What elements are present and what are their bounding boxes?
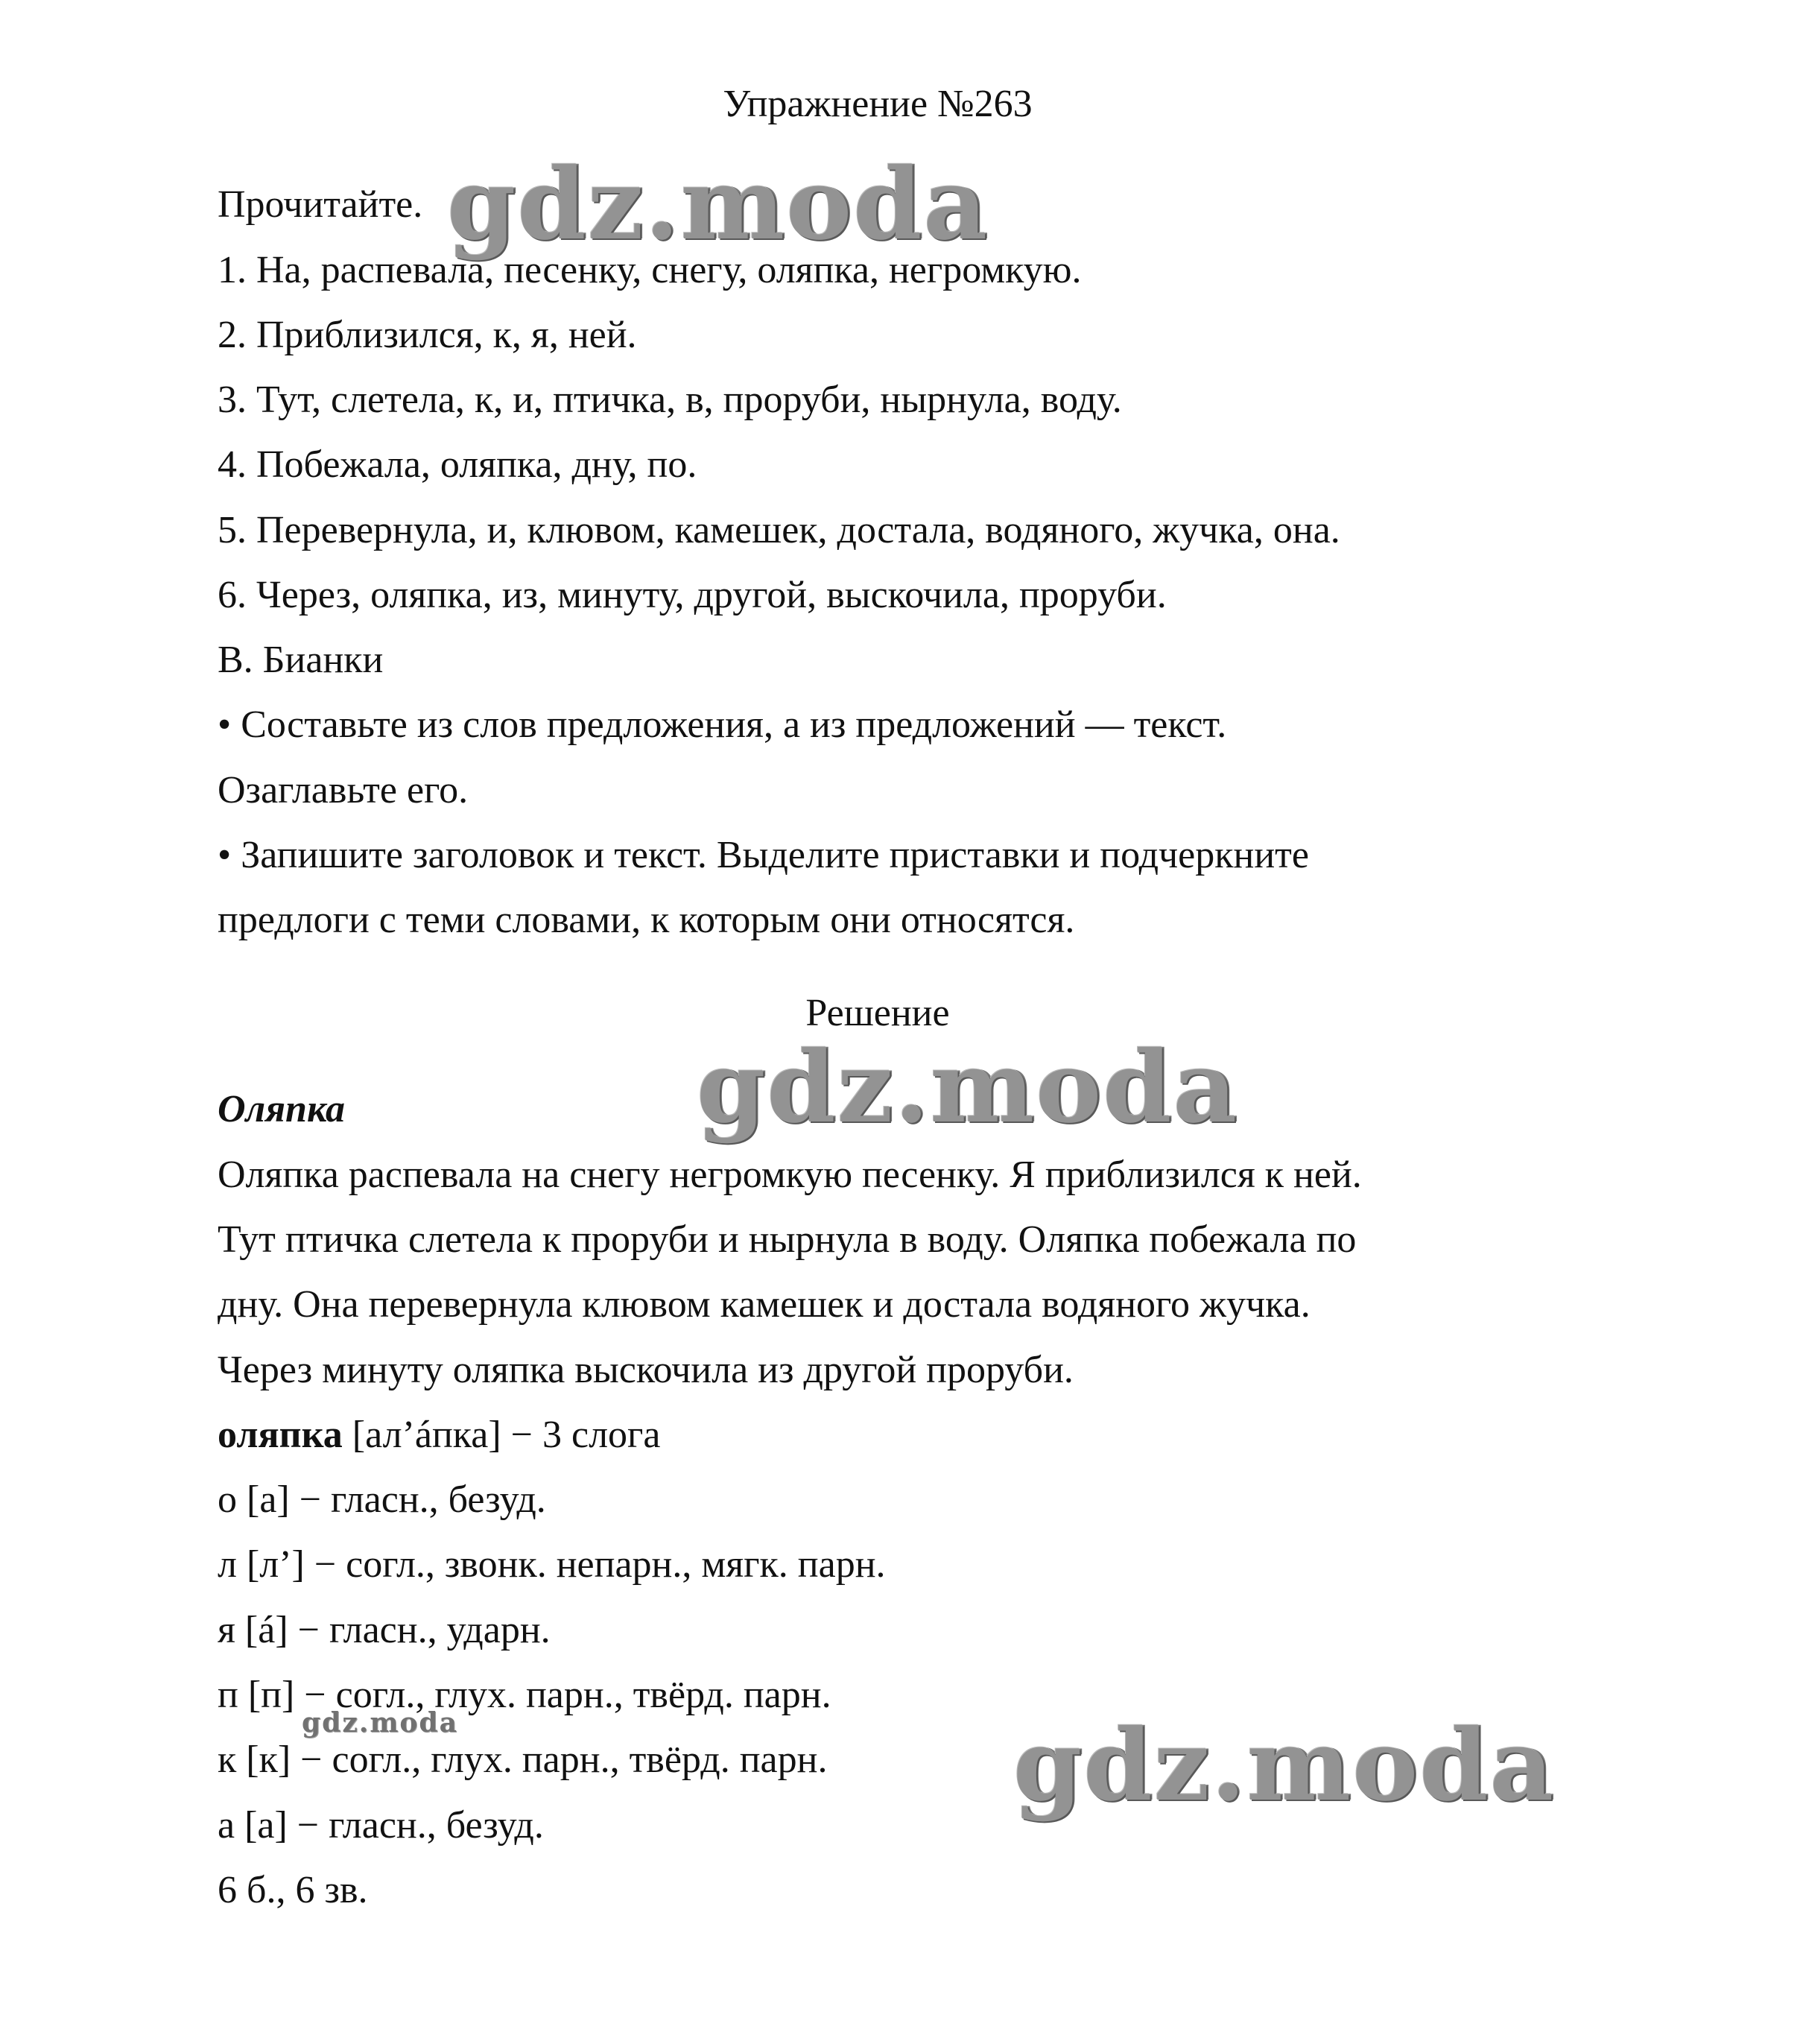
instruction-2-line-2: предлоги с теми словами, к которым они относятся. xyxy=(218,899,1075,941)
task-intro: Прочитайте. xyxy=(218,183,423,226)
watermark-logo-middle: gdz.moda xyxy=(697,1030,1239,1145)
story-title: Оляпка xyxy=(218,1088,346,1130)
task-item-3: 3. Тут, слетела, к, и, птичка, в, проруби, нырнула, воду. xyxy=(218,379,1122,421)
instruction-1-line-2: Озаглавьте его. xyxy=(218,769,469,811)
exercise-title: Упражнение №263 xyxy=(723,83,1033,125)
watermark-logo-top: gdz.moda xyxy=(447,147,989,262)
instruction-2-line-1: • Запишите заголовок и текст. Выделите приставки и подчеркните xyxy=(218,834,1309,876)
watermark-logo-small: gdz.moda xyxy=(302,1707,458,1738)
analysis-transcription: [ал’áпка] − 3 слога xyxy=(342,1414,661,1456)
task-item-2: 2. Приблизился, к, я, ней. xyxy=(218,314,637,356)
word-analysis-header xyxy=(218,1413,660,1458)
task-item-5: 5. Перевернула, и, клювом, камешек, достала, водяного, жучка, она. xyxy=(218,509,1340,551)
task-author: В. Бианки xyxy=(218,639,384,681)
story-line-2: Тут птичка слетела к проруби и нырнула в воду. Оляпка побежала по xyxy=(218,1218,1357,1261)
phonetic-line-5: к [к] − согл., глух. парн., твёрд. парн. xyxy=(218,1738,828,1781)
phonetic-summary: 6 б., 6 зв. xyxy=(218,1869,368,1911)
phonetic-line-1: о [а] − гласн., безуд. xyxy=(218,1478,546,1521)
story-line-1: Оляпка распевала на снегу негромкую песенку. Я приблизился к ней. xyxy=(218,1154,1362,1196)
instruction-1-line-1: • Составьте из слов предложения, а из предложений — текст. xyxy=(218,703,1227,746)
task-item-6: 6. Через, оляпка, из, минуту, другой, выскочила, проруби. xyxy=(218,574,1167,616)
analysis-word: оляпка xyxy=(218,1414,343,1456)
phonetic-line-2: л [л’] − согл., звонк. непарн., мягк. парн. xyxy=(218,1543,886,1586)
phonetic-line-6: а [а] − гласн., безуд. xyxy=(218,1804,544,1847)
solution-heading: Решение xyxy=(805,992,950,1034)
watermark-logo-bottom: gdz.moda xyxy=(1013,1708,1556,1823)
phonetic-line-4: п [п] − согл., глух. парн., твёрд. парн. xyxy=(218,1674,831,1716)
story-line-3: дну. Она перевернула клювом камешек и достала водяного жучка. xyxy=(218,1283,1311,1326)
phonetic-line-3: я [á] − гласн., ударн. xyxy=(218,1609,551,1651)
story-line-4: Через минуту оляпка выскочила из другой проруби. xyxy=(218,1349,1074,1391)
task-item-4: 4. Побежала, оляпка, дну, по. xyxy=(218,443,697,486)
task-item-1: 1. На, распевала, песенку, снегу, оляпка, негромкую. xyxy=(218,249,1082,291)
